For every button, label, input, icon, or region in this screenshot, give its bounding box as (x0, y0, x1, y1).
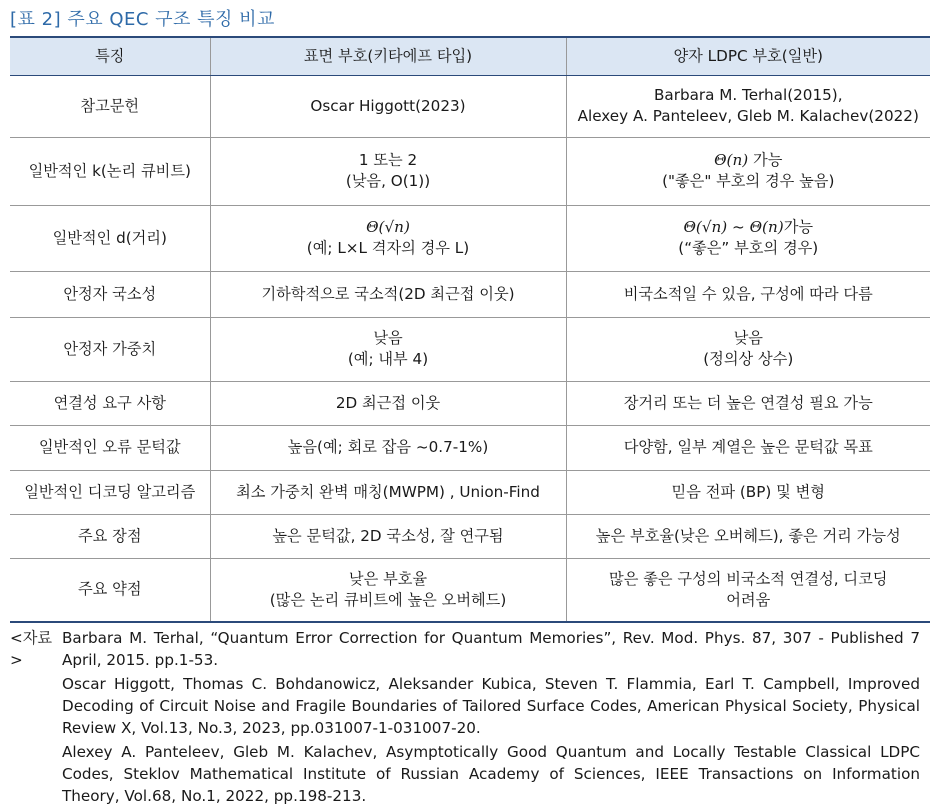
feature-cell: 안정자 국소성 (10, 271, 210, 317)
cell-line: (낮음, O(1)) (345, 172, 431, 190)
cell-line: Θ(√n) ~ Θ(n)가능 (683, 218, 814, 236)
cell-line: (예; 내부 4) (347, 350, 429, 368)
cell-line: 낮은 부호율 (348, 569, 428, 588)
surface-cell (210, 514, 566, 558)
table-row (10, 317, 930, 381)
cell-line: (많은 논리 큐비트에 높은 오버헤드) (269, 590, 507, 609)
surface-cell (210, 137, 566, 205)
qec-comparison-table (10, 36, 930, 623)
cell-line: Θ(n) 가능 (714, 151, 783, 169)
table-row (10, 137, 930, 205)
feature-cell: 안정자 가중치 (10, 317, 210, 381)
feature-cell: 참고문헌 (10, 75, 210, 137)
header-ldpc-code: 양자 LDPC 부호(일반) (566, 37, 930, 75)
source-notes (10, 627, 920, 809)
feature-cell: 일반적인 디코딩 알고리즘 (10, 470, 210, 514)
ldpc-cell (566, 205, 930, 271)
source-row (10, 627, 920, 809)
cell-line: ("좋은" 부호의 경우 높음) (662, 172, 835, 190)
ldpc-cell (566, 137, 930, 205)
cell-line: 높은 부호율(낮은 오버헤드), 좋은 거리 가능성 (595, 526, 901, 545)
source-references (62, 627, 920, 809)
feature-cell: 일반적인 k(논리 큐비트) (10, 137, 210, 205)
feature-cell: 연결성 요구 사항 (10, 381, 210, 425)
cell-line: Alexey A. Panteleev, Gleb M. Kalachev(2022) (577, 107, 919, 125)
cell-line: 2D 최근접 이웃 (335, 393, 441, 412)
ldpc-cell (566, 514, 930, 558)
surface-cell (210, 271, 566, 317)
table-row (10, 514, 930, 558)
cell-line: 낮음 (733, 329, 763, 347)
cell-line: 비국소적일 수 있음, 구성에 따라 다름 (623, 284, 873, 303)
cell-line: Θ(√n) (366, 218, 410, 236)
ldpc-cell (566, 381, 930, 425)
feature-cell: 일반적인 오류 문턱값 (10, 425, 210, 470)
feature-cell: 주요 약점 (10, 558, 210, 622)
table-row (10, 470, 930, 514)
feature-cell: 주요 장점 (10, 514, 210, 558)
cell-line: (“좋은” 부호의 경우) (678, 239, 819, 257)
table-header-row (10, 37, 930, 75)
table-row (10, 271, 930, 317)
table-row (10, 381, 930, 425)
ldpc-cell (566, 470, 930, 514)
header-surface-code: 표면 부호(키타에프 타입) (210, 37, 566, 75)
surface-cell (210, 317, 566, 381)
table-caption: [표 2] 주요 QEC 구조 특징 비교 (10, 9, 275, 30)
cell-line: 다양함, 일부 계열은 높은 문턱값 목표 (623, 438, 873, 456)
surface-cell (210, 75, 566, 137)
cell-line: 기하학적으로 국소적(2D 최근접 이웃) (261, 284, 515, 303)
ldpc-cell (566, 558, 930, 622)
reference-item: Oscar Higgott, Thomas C. Bohdanowicz, Aleksander Kubica, Steven T. Flammia, Earl T. Campbell, Improved Decoding of Circuit Noise and Fragile Boundaries of Tailored Surface Codes, American Physical Society, Physical Review X, Vol.13, No.3, 2023, pp.031007-1-031007-20. (62, 675, 920, 737)
feature-cell: 일반적인 d(거리) (10, 205, 210, 271)
cell-line: Oscar Higgott(2023) (310, 96, 466, 115)
cell-line: 1 또는 2 (358, 151, 418, 169)
surface-cell (210, 381, 566, 425)
ldpc-cell (566, 75, 930, 137)
surface-cell (210, 425, 566, 470)
cell-line: (정의상 상수) (703, 350, 794, 368)
cell-line: 어려움 (726, 590, 771, 609)
table-row (10, 558, 930, 622)
cell-line: 최소 가중치 완벽 매칭(MWPM) , Union-Find (236, 482, 540, 501)
header-feature: 특징 (10, 37, 210, 75)
cell-line: (예; L×L 격자의 경우 L) (306, 239, 470, 257)
ldpc-cell (566, 271, 930, 317)
cell-line: 낮음 (373, 329, 403, 347)
ldpc-cell (566, 425, 930, 470)
table-row (10, 75, 930, 137)
table-row (10, 425, 930, 470)
source-label: <자료> (10, 629, 53, 669)
reference-item: Barbara M. Terhal, “Quantum Error Correction for Quantum Memories”, Rev. Mod. Phys. 87, 307 - Published 7 April, 2015. pp.1-53. (62, 629, 920, 669)
cell-line: 높음(예; 회로 잡음 ~0.7-1%) (287, 438, 489, 456)
cell-line: Barbara M. Terhal(2015), (653, 86, 843, 104)
surface-cell (210, 558, 566, 622)
table-row (10, 205, 930, 271)
cell-line: 많은 좋은 구성의 비국소적 연결성, 디코딩 (609, 569, 888, 588)
ldpc-cell (566, 317, 930, 381)
cell-line: 믿음 전파 (BP) 및 변형 (671, 482, 825, 501)
surface-cell (210, 205, 566, 271)
reference-item: Alexey A. Panteleev, Gleb M. Kalachev, Asymptotically Good Quantum and Locally Testable Classical LDPC Codes, Steklov Mathematical Institute of Russian Academy of Sciences, IEEE Transactions on Information Theory, Vol.68, No.1, 2022, pp.198-213. (62, 743, 920, 805)
cell-line: 높은 문턱값, 2D 국소성, 잘 연구됨 (272, 526, 504, 545)
cell-line: 장거리 또는 더 높은 연결성 필요 가능 (623, 393, 873, 412)
surface-cell (210, 470, 566, 514)
